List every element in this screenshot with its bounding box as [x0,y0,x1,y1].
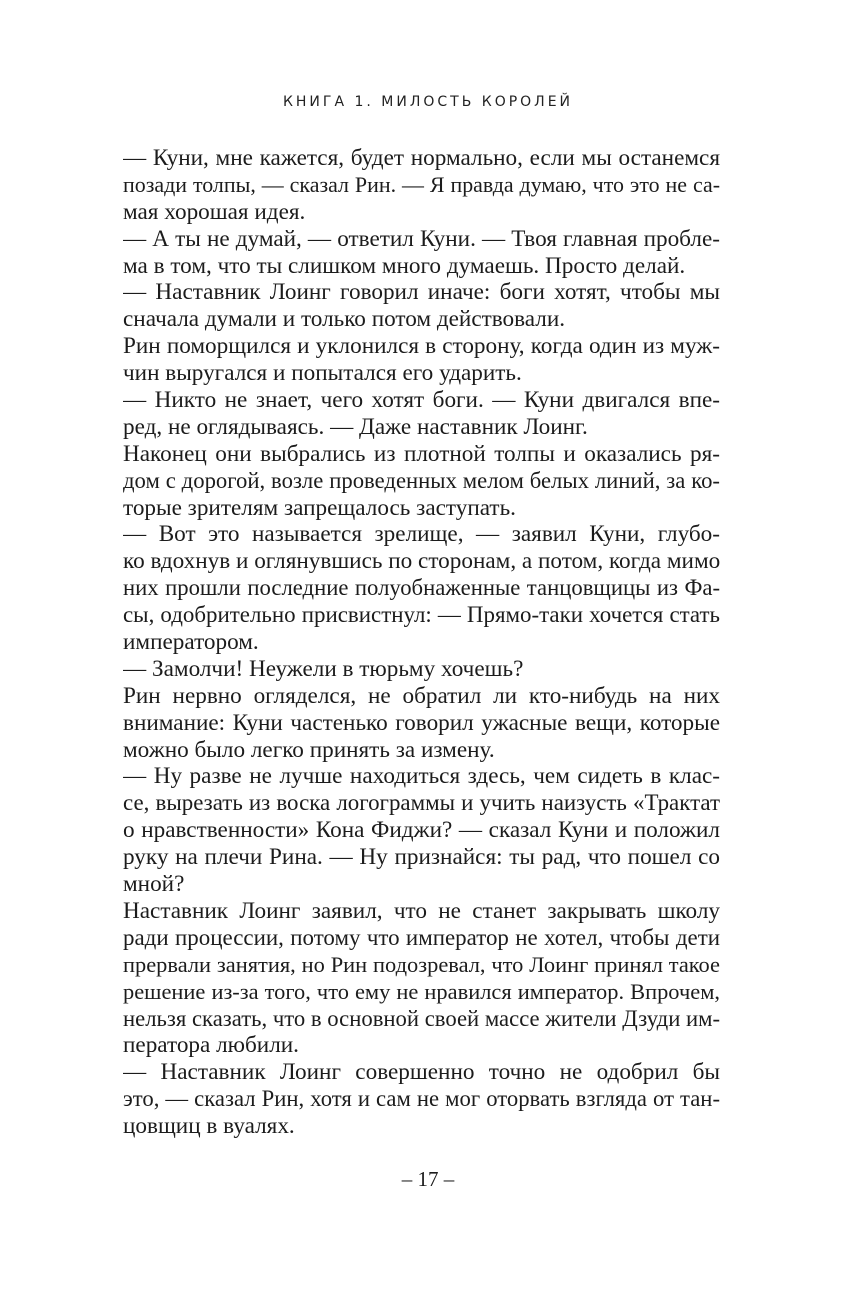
text-line: — Никто не знает, чего хотят боги. — Куни двигался впе- [123,387,720,414]
text-line: ред, не оглядываясь. — Даже наставник Лоинг. [123,413,588,440]
text-line: позади толпы, — сказал Рин. — Я правда думаю, что это не са- [123,171,720,197]
text-line: мной? [123,871,185,898]
text-line: ради процессии, потому что император не хотел, чтобы дети [123,924,720,950]
text-line: — Наставник Лоинг совершенно точно не одобрил бы [123,1059,720,1086]
text-line: — А ты не думай, — ответил Куни. — Твоя главная пробле- [123,225,720,252]
text-line: Рин поморщился и уклонился в сторону, когда один из муж- [123,333,720,360]
text-line: ператора любили. [123,1032,299,1059]
text-line: дом с дорогой, возле проведенных мелом белых линий, за ко- [123,467,720,493]
text-line: сы, одобрительно присвистнул: — Прямо-таки хочется стать [123,602,720,628]
text-line: — Вот это называется зрелище, — заявил Куни, глубо- [123,521,720,548]
text-line: — Наставник Лоинг говорил иначе: боги хотят, чтобы мы [123,279,720,306]
text-line: них прошли последние полуобнаженные танцовщицы из Фа- [123,575,720,601]
text-line: можно было легко принять за измену. [123,736,495,763]
body-text [123,145,720,1140]
page-number: – 17 – [401,1167,455,1191]
running-head: КНИГА 1. МИЛОСТЬ КОРОЛЕЙ [282,94,574,110]
text-line: нельзя сказать, что в основной своей массе жители Дзуди им- [123,1005,720,1031]
text-line: руку на плечи Рина. — Ну признайся: ты рад, что пошел со [123,844,720,871]
text-line: о нравственности» Кона Фиджи? — сказал Куни и положил [123,817,720,844]
text-line: ко вдохнув и оглянувшись по сторонам, а потом, когда мимо [123,548,720,575]
text-line: внимание: Куни частенько говорил ужасные вещи, которые [123,709,720,736]
text-line: — Куни, мне кажется, будет нормально, если мы останемся [123,145,720,171]
text-line: — Ну разве не лучше находиться здесь, чем сидеть в клас- [123,763,720,790]
text-line: прервали занятия, но Рин подозревал, что Лоинг принял такое [123,951,720,977]
text-line: мая хорошая идея. [123,198,306,225]
text-line: сначала думали и только потом действовали. [123,306,566,333]
text-line: цовщиц в вуалях. [123,1113,295,1140]
text-line: — Замолчи! Неужели в тюрьму хочешь? [123,655,524,682]
text-line: чин выругался и попытался его ударить. [123,360,522,387]
text-line: ма в том, что ты слишком много думаешь. Просто делай. [123,252,686,279]
text-line: се, вырезать из воска логограммы и учить наизусть «Трактат [123,790,720,816]
text-line: Наставник Лоинг заявил, что не станет закрывать школу [123,897,720,924]
text-line: Рин нервно огляделся, не обратил ли кто-нибудь на них [123,682,720,709]
text-line: торые зрителям запрещалось заступать. [123,494,516,521]
text-line: это, — сказал Рин, хотя и сам не мог оторвать взгляда от тан- [123,1086,720,1112]
text-line: решение из-за того, что ему не нравился император. Впрочем, [123,978,720,1004]
text-line: Наконец они выбрались из плотной толпы и оказались ря- [123,440,720,467]
text-line: императором. [123,629,259,656]
